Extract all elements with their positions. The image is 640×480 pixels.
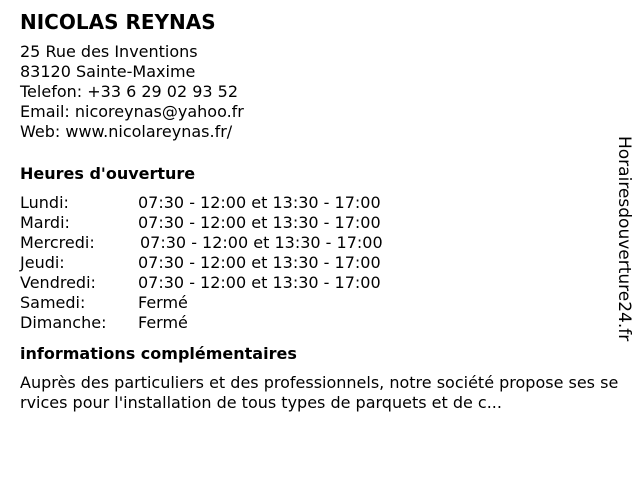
day-label: Mardi:: [20, 213, 70, 232]
additional-info-text: Auprès des particuliers et des professionnels, notre société propose ses services pour l'installation de tous types de parquets et de c...: [20, 373, 619, 412]
time-range: 07:30 - 12:00 et 13:30 - 17:00: [138, 273, 381, 292]
hours-row-wednesday: [20, 233, 620, 253]
website-url: Web: www.nicolareynas.fr/: [20, 122, 233, 141]
day-label: Vendredi:: [20, 273, 96, 292]
address-city: 83120 Sainte-Maxime: [20, 62, 196, 81]
day-label: Lundi:: [20, 193, 69, 212]
day-label: Mercredi:: [20, 233, 95, 252]
hours-row-friday: [20, 273, 620, 293]
hours-row-monday: [20, 193, 620, 213]
time-range: 07:30 - 12:00 et 13:30 - 17:00: [138, 193, 381, 212]
time-range: Fermé: [138, 313, 188, 332]
hours-row-thursday: [20, 253, 620, 273]
hours-row-tuesday: [20, 213, 620, 233]
phone-number: Telefon: +33 6 29 02 93 52: [20, 82, 239, 101]
day-label: Dimanche:: [20, 313, 107, 332]
time-range: 07:30 - 12:00 et 13:30 - 17:00: [138, 213, 381, 232]
email-address: Email: nicoreynas@yahoo.fr: [20, 102, 244, 121]
time-range: 07:30 - 12:00 et 13:30 - 17:00: [140, 233, 383, 252]
day-label: Jeudi:: [20, 253, 65, 272]
address-street: 25 Rue des Inventions: [20, 42, 198, 61]
additional-info-heading: informations complémentaires: [20, 344, 297, 363]
day-label: Samedi:: [20, 293, 86, 312]
opening-hours-heading: Heures d'ouverture: [20, 164, 196, 183]
site-watermark: Horairesdouverture24.fr: [614, 136, 634, 342]
business-card: [20, 10, 620, 413]
hours-row-saturday: [20, 293, 620, 313]
business-name: NICOLAS REYNAS: [20, 10, 216, 34]
hours-row-sunday: [20, 313, 620, 333]
time-range: 07:30 - 12:00 et 13:30 - 17:00: [138, 253, 381, 272]
time-range: Fermé: [138, 293, 188, 312]
opening-hours-table: [20, 193, 620, 333]
